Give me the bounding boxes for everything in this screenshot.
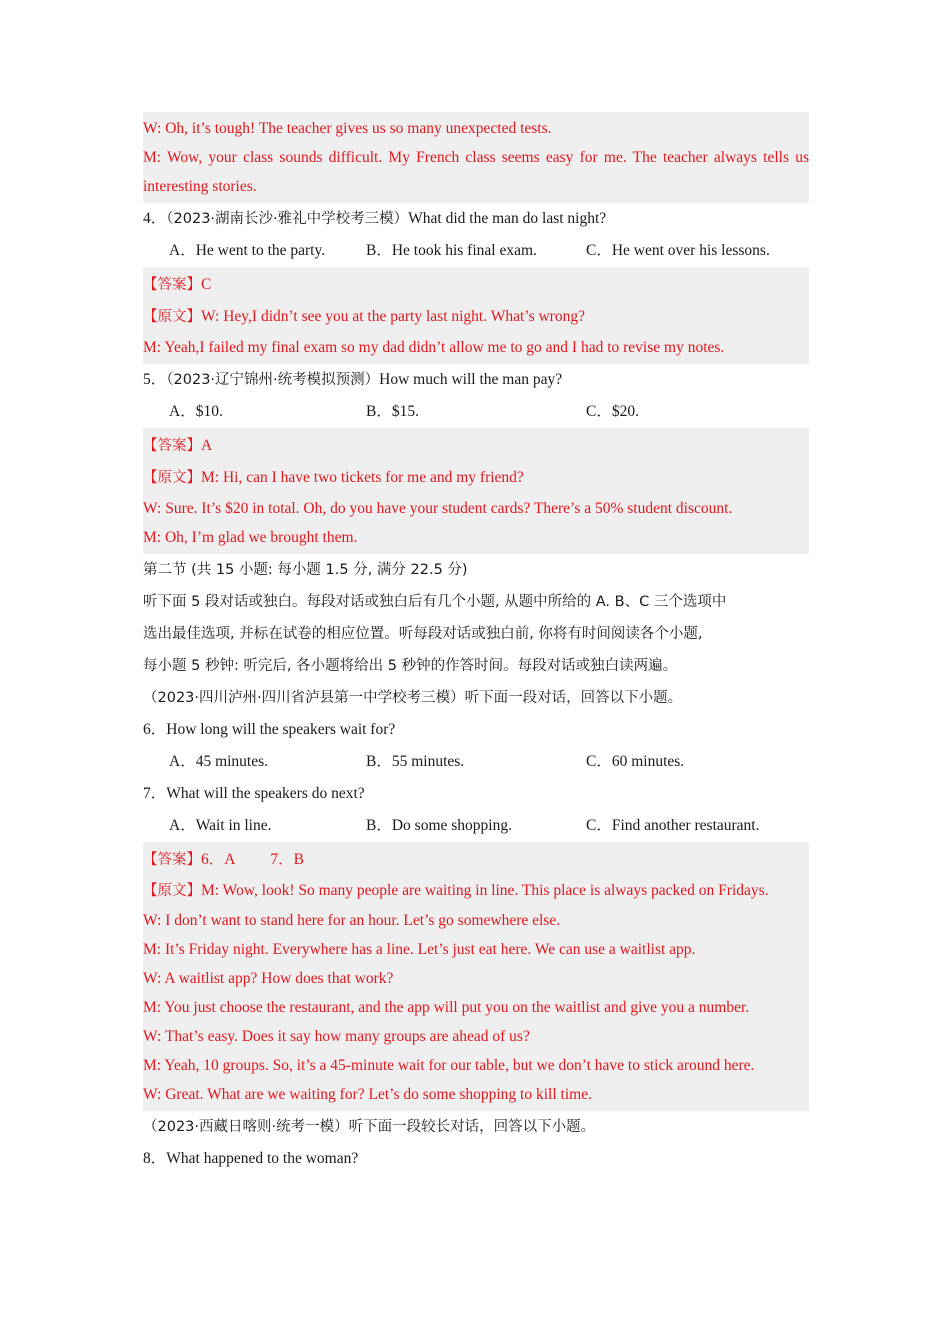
transcript-line: M: It’s Friday night. Everywhere has a line. Let’s just eat here. We can use a waitlist app. — [143, 941, 696, 958]
answer-block-5 — [143, 428, 809, 554]
question-text: What happened to the woman? — [166, 1150, 359, 1167]
question-6 — [143, 714, 809, 746]
prev-transcript-block — [143, 112, 809, 203]
question-text: What will the speakers do next? — [166, 785, 365, 802]
option-c: C．60 minutes. — [586, 753, 685, 770]
group-source: （2023·四川泸州·四川省泸县第一中学校考三模）听下面一段对话，回答以下小题。 — [143, 690, 683, 706]
transcript-line: M: Wow, look! So many people are waiting in line. This place is always packed on Fridays. — [201, 882, 769, 899]
question-number: 6． — [143, 721, 167, 738]
option-a: A．Wait in line. — [169, 817, 272, 834]
question-6-options — [143, 746, 809, 778]
question-number: 5． — [143, 371, 167, 388]
question-4-options — [143, 235, 809, 267]
option-b: B．$15. — [366, 403, 419, 420]
group-source: （2023·西藏日喀则·统考一模）听下面一段较长对话，回答以下小题。 — [143, 1119, 596, 1135]
option-c: C．Find another restaurant. — [586, 817, 760, 834]
transcript-line: W: Hey,I didn’t see you at the party last night. What’s wrong? — [201, 308, 585, 325]
transcript-line: W: I don’t want to stand here for an hour. Let’s go somewhere else. — [143, 912, 561, 929]
answer-tag: 【答案】 — [143, 277, 201, 293]
transcript-line: M: Hi, can I have two tickets for me and my friend? — [201, 469, 524, 486]
answer-value: A — [201, 437, 213, 454]
instruction-line: 选出最佳选项, 并标在试卷的相应位置。听每段对话或独白前, 你将有时间阅读各个小题, — [143, 626, 703, 642]
transcript-line: W: That’s easy. Does it say how many groups are ahead of us? — [143, 1028, 530, 1045]
option-b: B．Do some shopping. — [366, 817, 512, 834]
question-source: （2023·辽宁锦州·统考模拟预测） — [166, 372, 380, 388]
question-text: What did the man do last night? — [408, 210, 607, 227]
answer-value: 6．A 7．B — [201, 851, 304, 868]
transcript-tag: 【原文】 — [143, 883, 201, 899]
answer-block-4 — [143, 267, 809, 364]
question-5 — [143, 364, 809, 396]
option-a: A．$10. — [169, 403, 223, 420]
transcript-line: W: Oh, it’s tough! The teacher gives us so many unexpected tests. — [143, 120, 552, 137]
option-b: B．55 minutes. — [366, 753, 465, 770]
transcript-line: W: A waitlist app? How does that work? — [143, 970, 394, 987]
option-c: C．$20. — [586, 403, 639, 420]
question-number: 4． — [143, 210, 167, 227]
transcript-line: M: Yeah, 10 groups. So, it’s a 45-minute wait for our table, but we don’t have to stick around here. — [143, 1057, 755, 1074]
option-c: C．He went over his lessons. — [586, 242, 770, 259]
transcript-tag: 【原文】 — [143, 309, 201, 325]
option-a: A．He went to the party. — [169, 242, 326, 259]
question-8 — [143, 1143, 809, 1175]
option-b: B．He took his final exam. — [366, 242, 537, 259]
transcript-line: M: Yeah,I failed my final exam so my dad didn’t allow me to go and I had to revise my notes. — [143, 339, 725, 356]
transcript-line: M: Oh, I’m glad we brought them. — [143, 529, 358, 546]
question-5-options — [143, 396, 809, 428]
section-heading: 第二节 (共 15 小题: 每小题 1.5 分, 满分 22.5 分) — [143, 562, 468, 578]
question-source: （2023·湖南长沙·雅礼中学校考三模） — [166, 211, 409, 227]
exam-page — [143, 112, 809, 1175]
instruction-line: 每小题 5 秒钟: 听完后, 各小题将给出 5 秒钟的作答时间。每段对话或独白读两遍。 — [143, 658, 678, 674]
question-number: 8． — [143, 1150, 167, 1167]
transcript-line: M: Wow, your class sounds difficult. My French class seems easy for me. The teacher always tells us interesting stories. — [143, 149, 809, 195]
answer-tag: 【答案】 — [143, 852, 201, 868]
instruction-line: 听下面 5 段对话或独白。每段对话或独白后有几个小题, 从题中所给的 A. B、C 三个选项中 — [143, 594, 727, 610]
question-number: 7． — [143, 785, 167, 802]
question-4 — [143, 203, 809, 235]
answer-tag: 【答案】 — [143, 438, 201, 454]
transcript-line: W: Great. What are we waiting for? Let’s do some shopping to kill time. — [143, 1086, 592, 1103]
question-7-options — [143, 810, 809, 842]
question-text: How long will the speakers wait for? — [166, 721, 396, 738]
question-text: How much will the man pay? — [379, 371, 563, 388]
transcript-line: M: You just choose the restaurant, and the app will put you on the waitlist and give you a number. — [143, 999, 750, 1016]
transcript-tag: 【原文】 — [143, 470, 201, 486]
answer-value: C — [201, 276, 212, 293]
answer-block-6-7 — [143, 842, 809, 1111]
option-a: A．45 minutes. — [169, 753, 269, 770]
transcript-line: W: Sure. It’s $20 in total. Oh, do you have your student cards? There’s a 50% student discount. — [143, 500, 733, 517]
question-7 — [143, 778, 809, 810]
